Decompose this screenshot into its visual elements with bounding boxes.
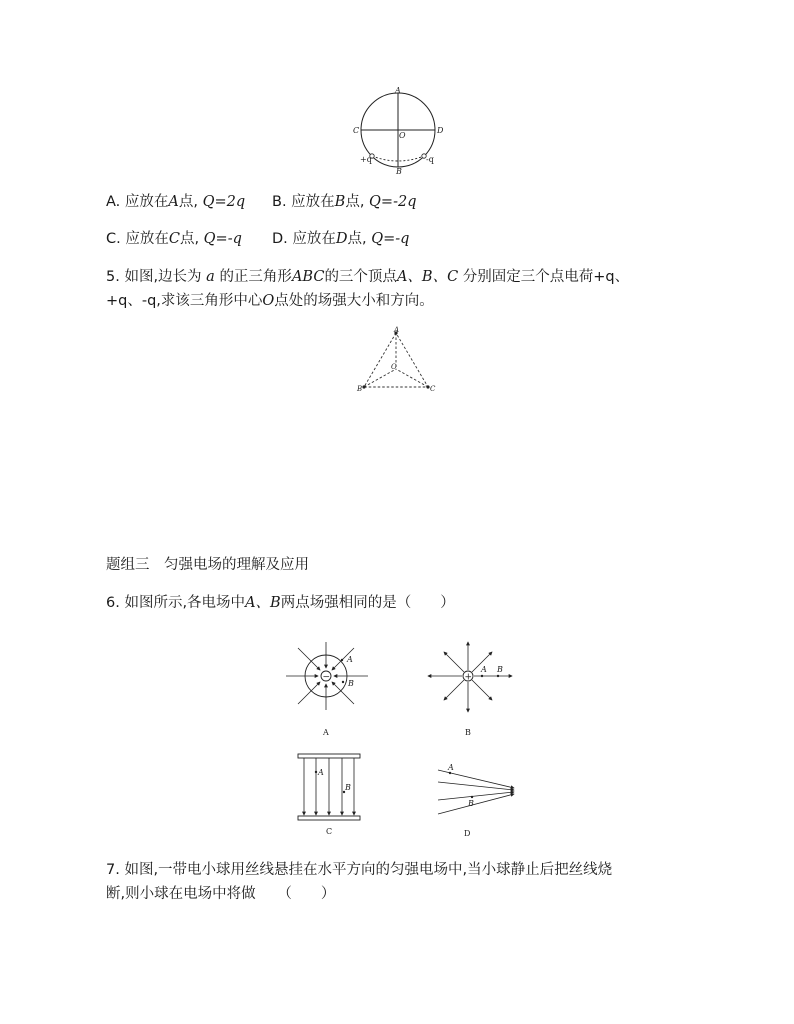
fig-a-label-a: A: [347, 655, 353, 664]
fig-c-label-a: A: [318, 768, 324, 777]
label-a: A: [395, 86, 401, 95]
out-line-sw: [444, 680, 464, 700]
label-d: D: [437, 126, 444, 135]
option-c: C. 应放在C点, Q=-q: [106, 231, 242, 247]
field-figure-d: [430, 748, 520, 840]
fig-c-label-b: B: [345, 783, 351, 792]
tri-label-o: O: [391, 363, 397, 371]
label-o: O: [399, 131, 406, 140]
point-a: [481, 675, 483, 677]
question-7-line-1: 7. 如图,一带电小球用丝线悬挂在水平方向的匀强电场中,当小球静止后把丝线烧: [106, 862, 613, 878]
question-5-line-2: +q、-q,求该三角形中心O点处的场强大小和方向。: [106, 293, 434, 309]
label-b: B: [396, 167, 402, 176]
caption-a: A: [323, 728, 329, 737]
field-figure-c: [292, 748, 366, 840]
vertex-b: [362, 385, 365, 388]
field-figure-b: [424, 634, 518, 742]
converge-line-4: [438, 794, 514, 814]
bottom-plate: [298, 816, 360, 820]
fig-b-label-b: B: [497, 665, 503, 674]
point-b: [497, 675, 499, 677]
field-figure-a: [280, 634, 374, 742]
tri-label-b: B: [357, 385, 363, 393]
fig-d-label-a: A: [448, 763, 454, 772]
median-c: [396, 369, 428, 387]
caption-d: D: [464, 829, 471, 838]
top-plate: [298, 754, 360, 758]
label-plus-q: +q: [360, 155, 372, 164]
question-6: 6. 如图所示,各电场中A、B两点场强相同的是（ ）: [106, 595, 455, 611]
option-b: B. 应放在B点, Q=-2q: [272, 194, 417, 210]
point-a: [341, 659, 343, 661]
label-minus-q: -q: [426, 155, 434, 164]
out-line-se: [472, 680, 492, 700]
fig-b-label-a: A: [481, 665, 487, 674]
option-a: A. 应放在A点, Q=2q: [106, 194, 246, 210]
converge-line-3: [438, 792, 514, 800]
caption-c: C: [326, 827, 333, 836]
triangle-figure: [354, 325, 438, 395]
point-a: [449, 772, 451, 774]
minus-sign: −: [322, 672, 331, 683]
field-line-sw: [298, 682, 320, 704]
option-d: D. 应放在D点, Q=-q: [272, 231, 410, 247]
converge-line-2: [438, 782, 514, 790]
out-line-nw: [444, 652, 464, 672]
field-line-nw: [298, 648, 320, 670]
median-b: [364, 369, 396, 387]
fig-d-label-b: B: [468, 799, 474, 808]
point-a: [315, 771, 317, 773]
question-5-line-1: 5. 如图,边长为 a 的正三角形ABC的三个顶点A、B、C 分别固定三个点电荷+q、: [106, 269, 630, 285]
fig-a-label-b: B: [348, 679, 354, 688]
question-7-line-2: 断,则小球在电场中将做 （ ）: [106, 886, 336, 902]
point-b: [471, 796, 473, 798]
circle-figure: [350, 84, 450, 176]
plus-sign: +: [464, 672, 473, 683]
label-c: C: [353, 126, 360, 135]
tri-label-c: C: [430, 385, 436, 393]
point-b: [342, 681, 344, 683]
caption-b: B: [465, 728, 471, 737]
section-3-title: 题组三 匀强电场的理解及应用: [106, 557, 309, 573]
tri-label-a: A: [394, 326, 400, 334]
